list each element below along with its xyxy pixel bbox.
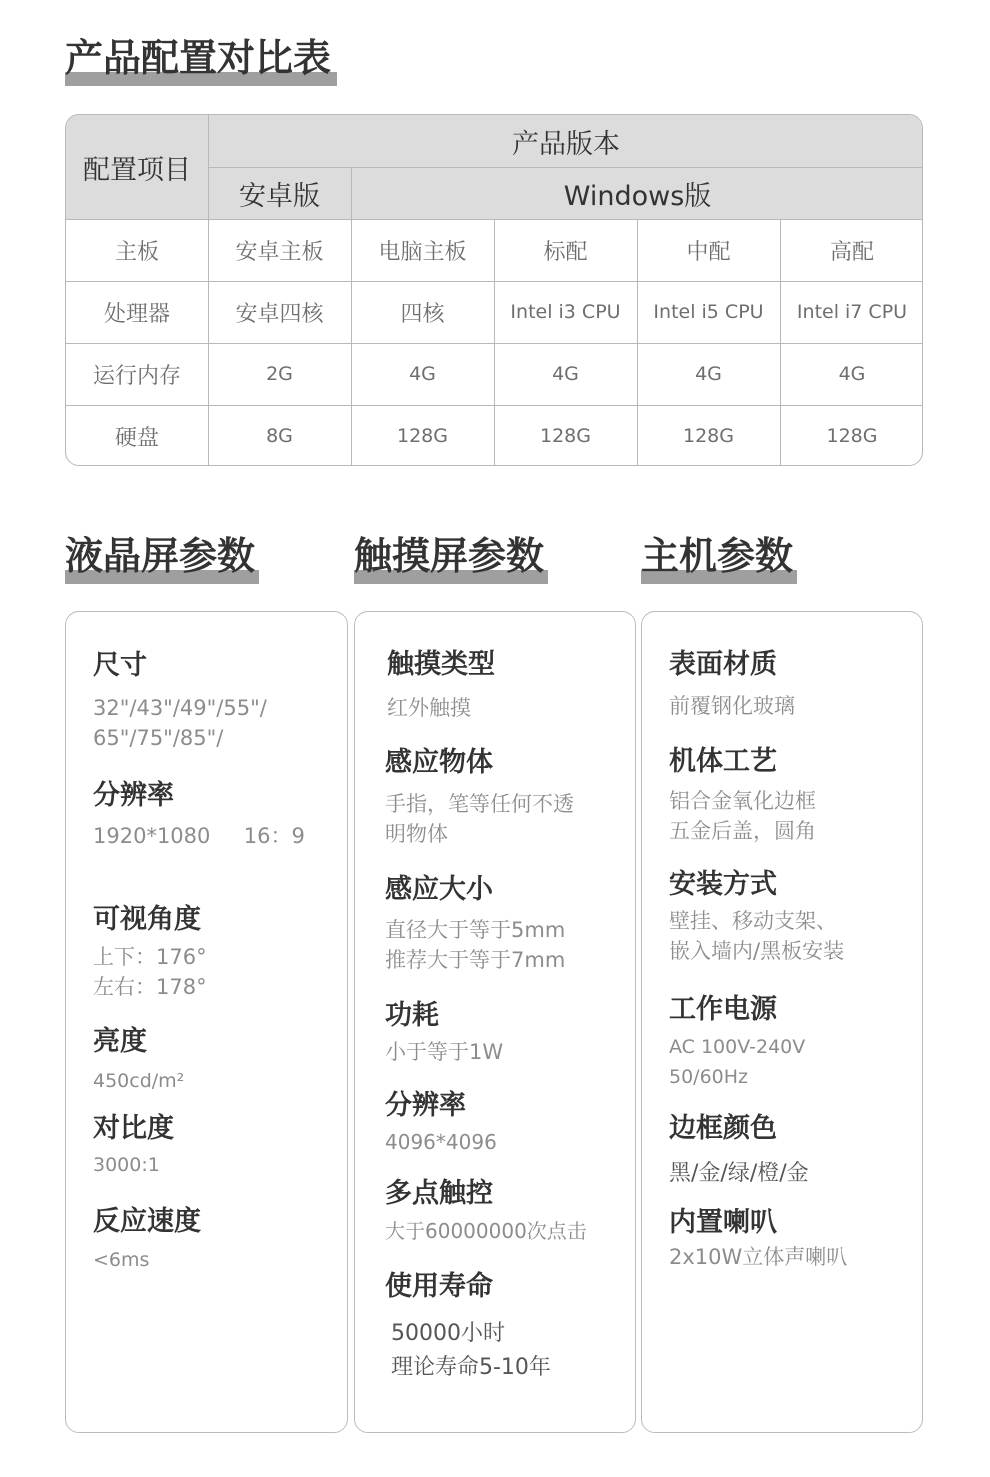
param-value: <6ms (93, 1249, 150, 1271)
param-name: 表面材质 (669, 649, 777, 680)
table-cell: 8G (266, 425, 293, 447)
table-cell: Intel i5 CPU (653, 301, 764, 323)
table-cell: 4G (695, 363, 722, 385)
host-params-card (641, 611, 923, 1433)
param-value: 2x10W立体声喇叭 (669, 1245, 848, 1269)
param-name: 机体工艺 (669, 746, 777, 777)
param-value: 五金后盖，圆角 (669, 819, 816, 843)
section-title-lcd: 液晶屏参数 (65, 528, 259, 584)
header-android-label: 安卓版 (208, 167, 351, 219)
table-cell: 2G (266, 363, 293, 385)
param-name: 分辨率 (93, 780, 174, 811)
row-label-storage: 硬盘 (114, 425, 159, 451)
table-cell: 128G (683, 425, 734, 447)
param-value: 50/60Hz (669, 1066, 749, 1088)
param-value: 明物体 (385, 822, 448, 846)
table-divider (66, 343, 923, 344)
param-value: 铝合金氧化边框 (669, 789, 816, 813)
param-value: 黑/金/绿/橙/金 (669, 1161, 809, 1186)
param-name: 可视角度 (93, 904, 201, 935)
param-value: 450cd/m² (93, 1070, 185, 1092)
table-cell: 4G (552, 363, 579, 385)
table-divider (208, 167, 923, 168)
param-name: 安装方式 (669, 869, 777, 900)
param-value: 小于等于1W (385, 1040, 504, 1064)
table-cell: Intel i3 CPU (510, 301, 621, 323)
table-divider (351, 167, 352, 466)
table-cell: 128G (826, 425, 878, 447)
table-cell: 电脑主板 (378, 239, 467, 265)
header-windows-label: Windows版 (351, 167, 923, 219)
param-value: 嵌入墙内/黑板安装 (669, 939, 845, 963)
header-item-label: 配置项目 (66, 115, 208, 219)
table-divider (66, 219, 923, 220)
param-name: 多点触控 (385, 1178, 493, 1209)
param-value: AC 100V-240V (669, 1036, 806, 1058)
param-value: 4096*4096 (385, 1130, 497, 1154)
param-name: 感应物体 (385, 747, 493, 778)
param-name: 工作电源 (669, 994, 777, 1025)
param-value: 前覆钢化玻璃 (669, 694, 795, 718)
page-title: 产品配置对比表 (65, 30, 337, 86)
table-cell: Intel i7 CPU (796, 301, 908, 323)
table-cell: 128G (397, 425, 448, 447)
row-label-memory: 运行内存 (92, 363, 181, 389)
param-name: 内置喇叭 (669, 1207, 777, 1238)
table-cell: 128G (540, 425, 591, 447)
param-name: 感应大小 (385, 874, 493, 905)
section-title-host: 主机参数 (641, 528, 797, 584)
param-name: 反应速度 (93, 1206, 201, 1237)
param-name: 使用寿命 (385, 1271, 493, 1302)
param-value: 65"/75"/85"/ (93, 726, 224, 750)
header-version-label: 产品版本 (208, 115, 923, 167)
param-name: 功耗 (385, 1000, 439, 1031)
row-label-processor: 处理器 (103, 301, 170, 327)
param-value: 推荐大于等于7mm (385, 948, 566, 972)
param-name: 触摸类型 (387, 649, 495, 680)
table-cell: 中配 (686, 239, 731, 265)
table-cell: 高配 (829, 239, 874, 265)
param-value: 直径大于等于5mm (385, 918, 566, 942)
param-name: 亮度 (93, 1026, 147, 1057)
param-value: 大于60000000次点击 (385, 1219, 587, 1243)
param-name: 尺寸 (93, 650, 147, 681)
table-divider (66, 405, 923, 406)
param-name: 边框颜色 (669, 1113, 777, 1144)
param-value: 理论寿命5-10年 (391, 1355, 551, 1380)
section-title-touch: 触摸屏参数 (354, 528, 548, 584)
row-label-mainboard: 主板 (114, 239, 159, 265)
table-cell: 四核 (400, 301, 445, 327)
param-value: 32"/43"/49"/55"/ (93, 696, 267, 720)
param-value: 50000小时 (391, 1321, 505, 1346)
touch-params-card (354, 611, 636, 1433)
param-value: 手指，笔等任何不透 (385, 792, 574, 816)
param-value: 上下：176° (93, 945, 207, 969)
table-cell: 标配 (543, 239, 588, 265)
param-value: 3000:1 (93, 1154, 160, 1176)
table-cell: 4G (409, 363, 436, 385)
lcd-params-card (65, 611, 348, 1433)
table-cell: 安卓主板 (235, 239, 324, 265)
comparison-table (65, 114, 923, 466)
table-divider (66, 281, 923, 282)
param-name: 对比度 (93, 1113, 174, 1144)
param-value: 左右：178° (93, 975, 207, 999)
table-cell: 4G (838, 363, 866, 385)
param-name: 分辨率 (385, 1090, 466, 1121)
table-cell: 安卓四核 (235, 301, 324, 327)
param-value: 1920*1080 16：9 (93, 824, 305, 848)
param-value: 红外触摸 (387, 696, 471, 720)
param-value: 壁挂、移动支架、 (669, 909, 837, 933)
